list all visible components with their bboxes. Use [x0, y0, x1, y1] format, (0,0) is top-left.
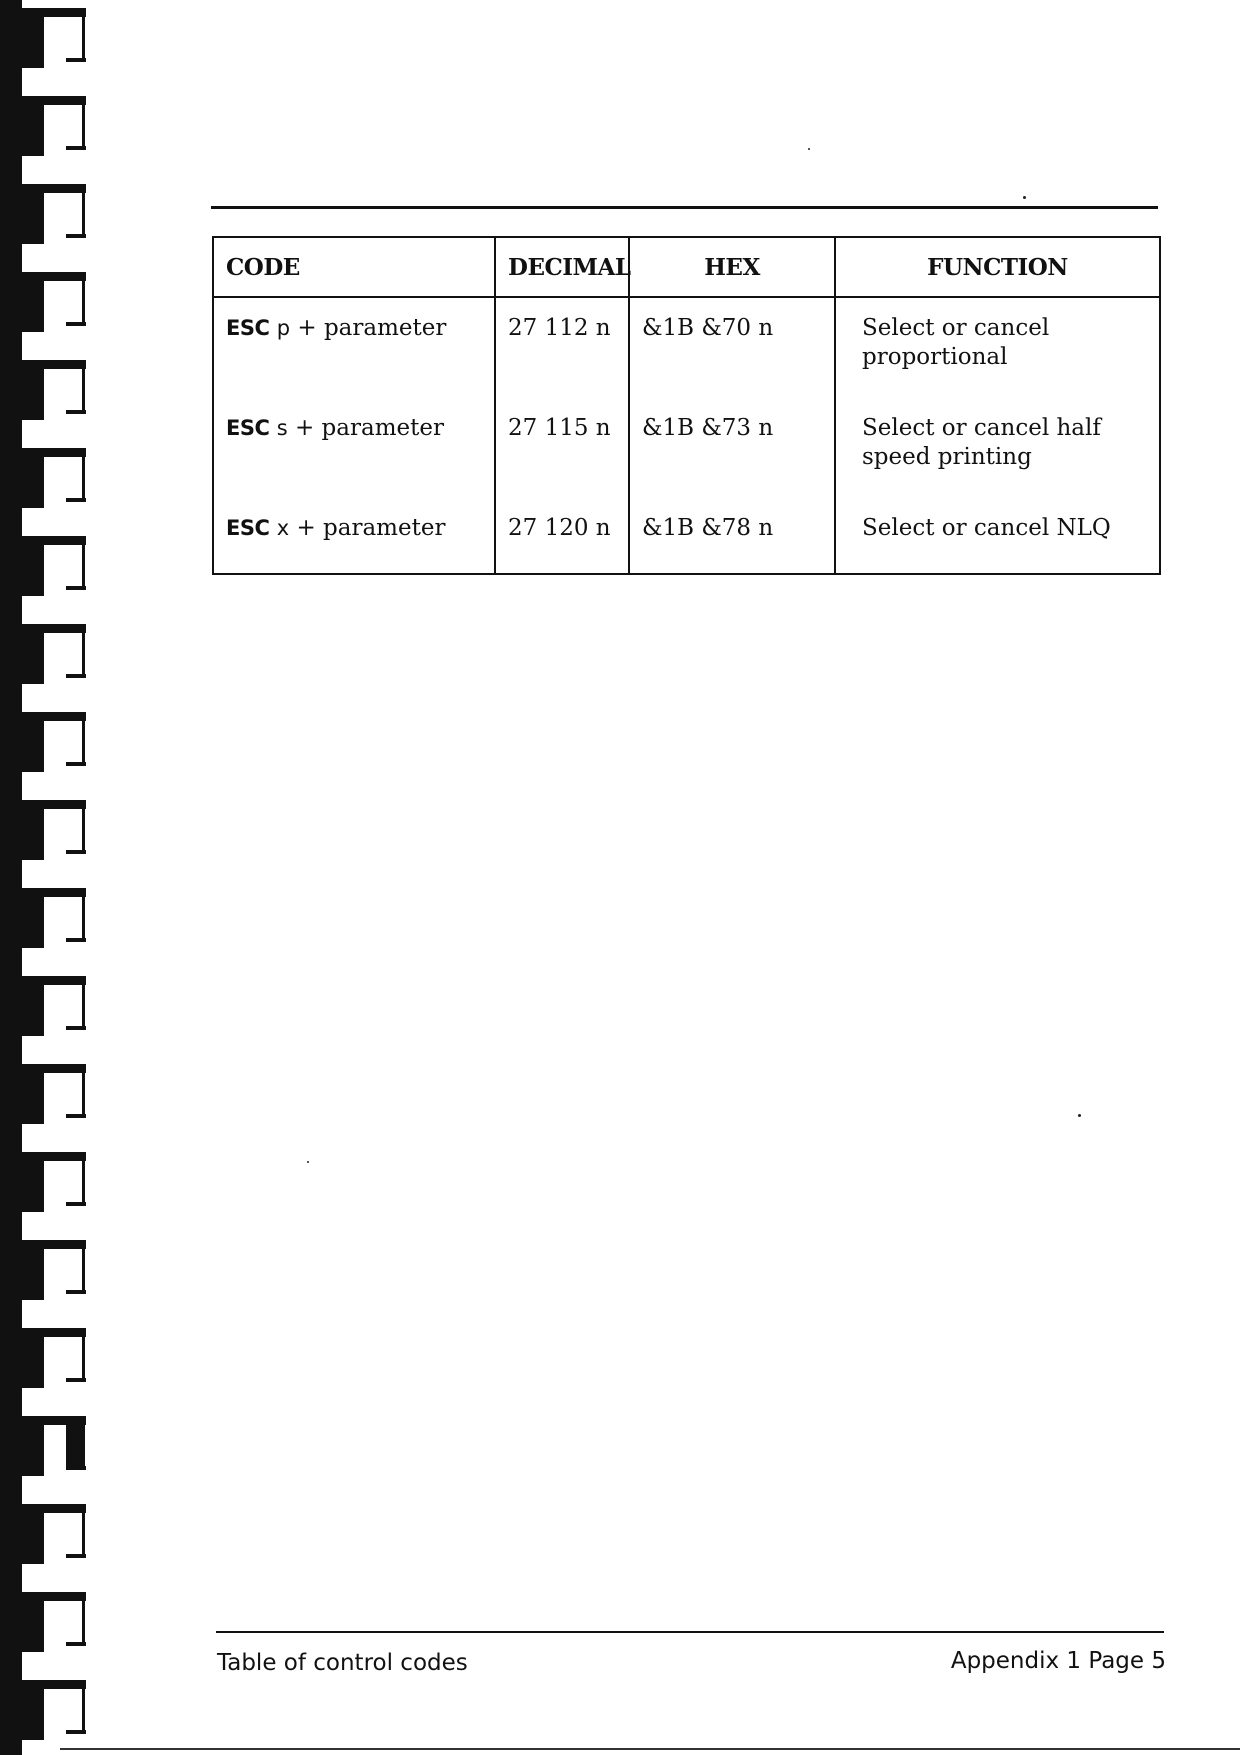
code-letter: p: [276, 316, 291, 340]
function-line: Select or cancel half: [862, 415, 1101, 441]
decimal-cell: 27 120 n: [495, 498, 629, 574]
decimal-cell: 27 115 n: [495, 398, 629, 498]
header-hex: HEX: [629, 237, 835, 297]
footer-page-number: Appendix 1 Page 5: [950, 1648, 1166, 1674]
header-function: FUNCTION: [835, 237, 1160, 297]
decimal-cell: 27 112 n: [495, 297, 629, 398]
code-cell: [213, 398, 495, 498]
code-parameter: + parameter: [294, 415, 444, 441]
esc-keyword: ESC: [226, 416, 270, 440]
scan-speck: [808, 148, 810, 150]
scan-speck: [1023, 196, 1026, 199]
function-line: Select or cancel: [862, 315, 1050, 341]
function-cell: [835, 398, 1160, 498]
hex-cell: &1B &73 n: [629, 398, 835, 498]
table-row: [213, 398, 1160, 498]
code-letter: x: [276, 516, 290, 540]
table-header-row: [213, 237, 1160, 297]
spiral-binding: [0, 0, 92, 1755]
scan-speck: [1078, 1114, 1081, 1117]
table-row: [213, 297, 1160, 398]
code-parameter: + parameter: [297, 315, 447, 341]
control-codes-table: [212, 236, 1161, 575]
hex-cell: &1B &70 n: [629, 297, 835, 398]
scan-speck: [307, 1161, 309, 1163]
top-rule: [211, 206, 1158, 209]
code-cell: [213, 297, 495, 398]
code-parameter: + parameter: [296, 515, 446, 541]
header-code: CODE: [213, 237, 495, 297]
header-decimal: DECIMAL: [495, 237, 629, 297]
hex-cell: &1B &78 n: [629, 498, 835, 574]
footer-rule: [216, 1631, 1164, 1633]
esc-keyword: ESC: [226, 516, 270, 540]
function-line: speed printing: [862, 444, 1032, 470]
code-cell: [213, 498, 495, 574]
esc-keyword: ESC: [226, 316, 270, 340]
page-edge-line: [60, 1748, 1240, 1750]
footer-section-title: Table of control codes: [217, 1650, 468, 1676]
function-cell: [835, 297, 1160, 398]
code-letter: s: [276, 416, 288, 440]
function-line: proportional: [862, 344, 1008, 370]
table-row: [213, 498, 1160, 574]
function-cell: [835, 498, 1160, 574]
function-line: Select or cancel NLQ: [862, 515, 1111, 541]
